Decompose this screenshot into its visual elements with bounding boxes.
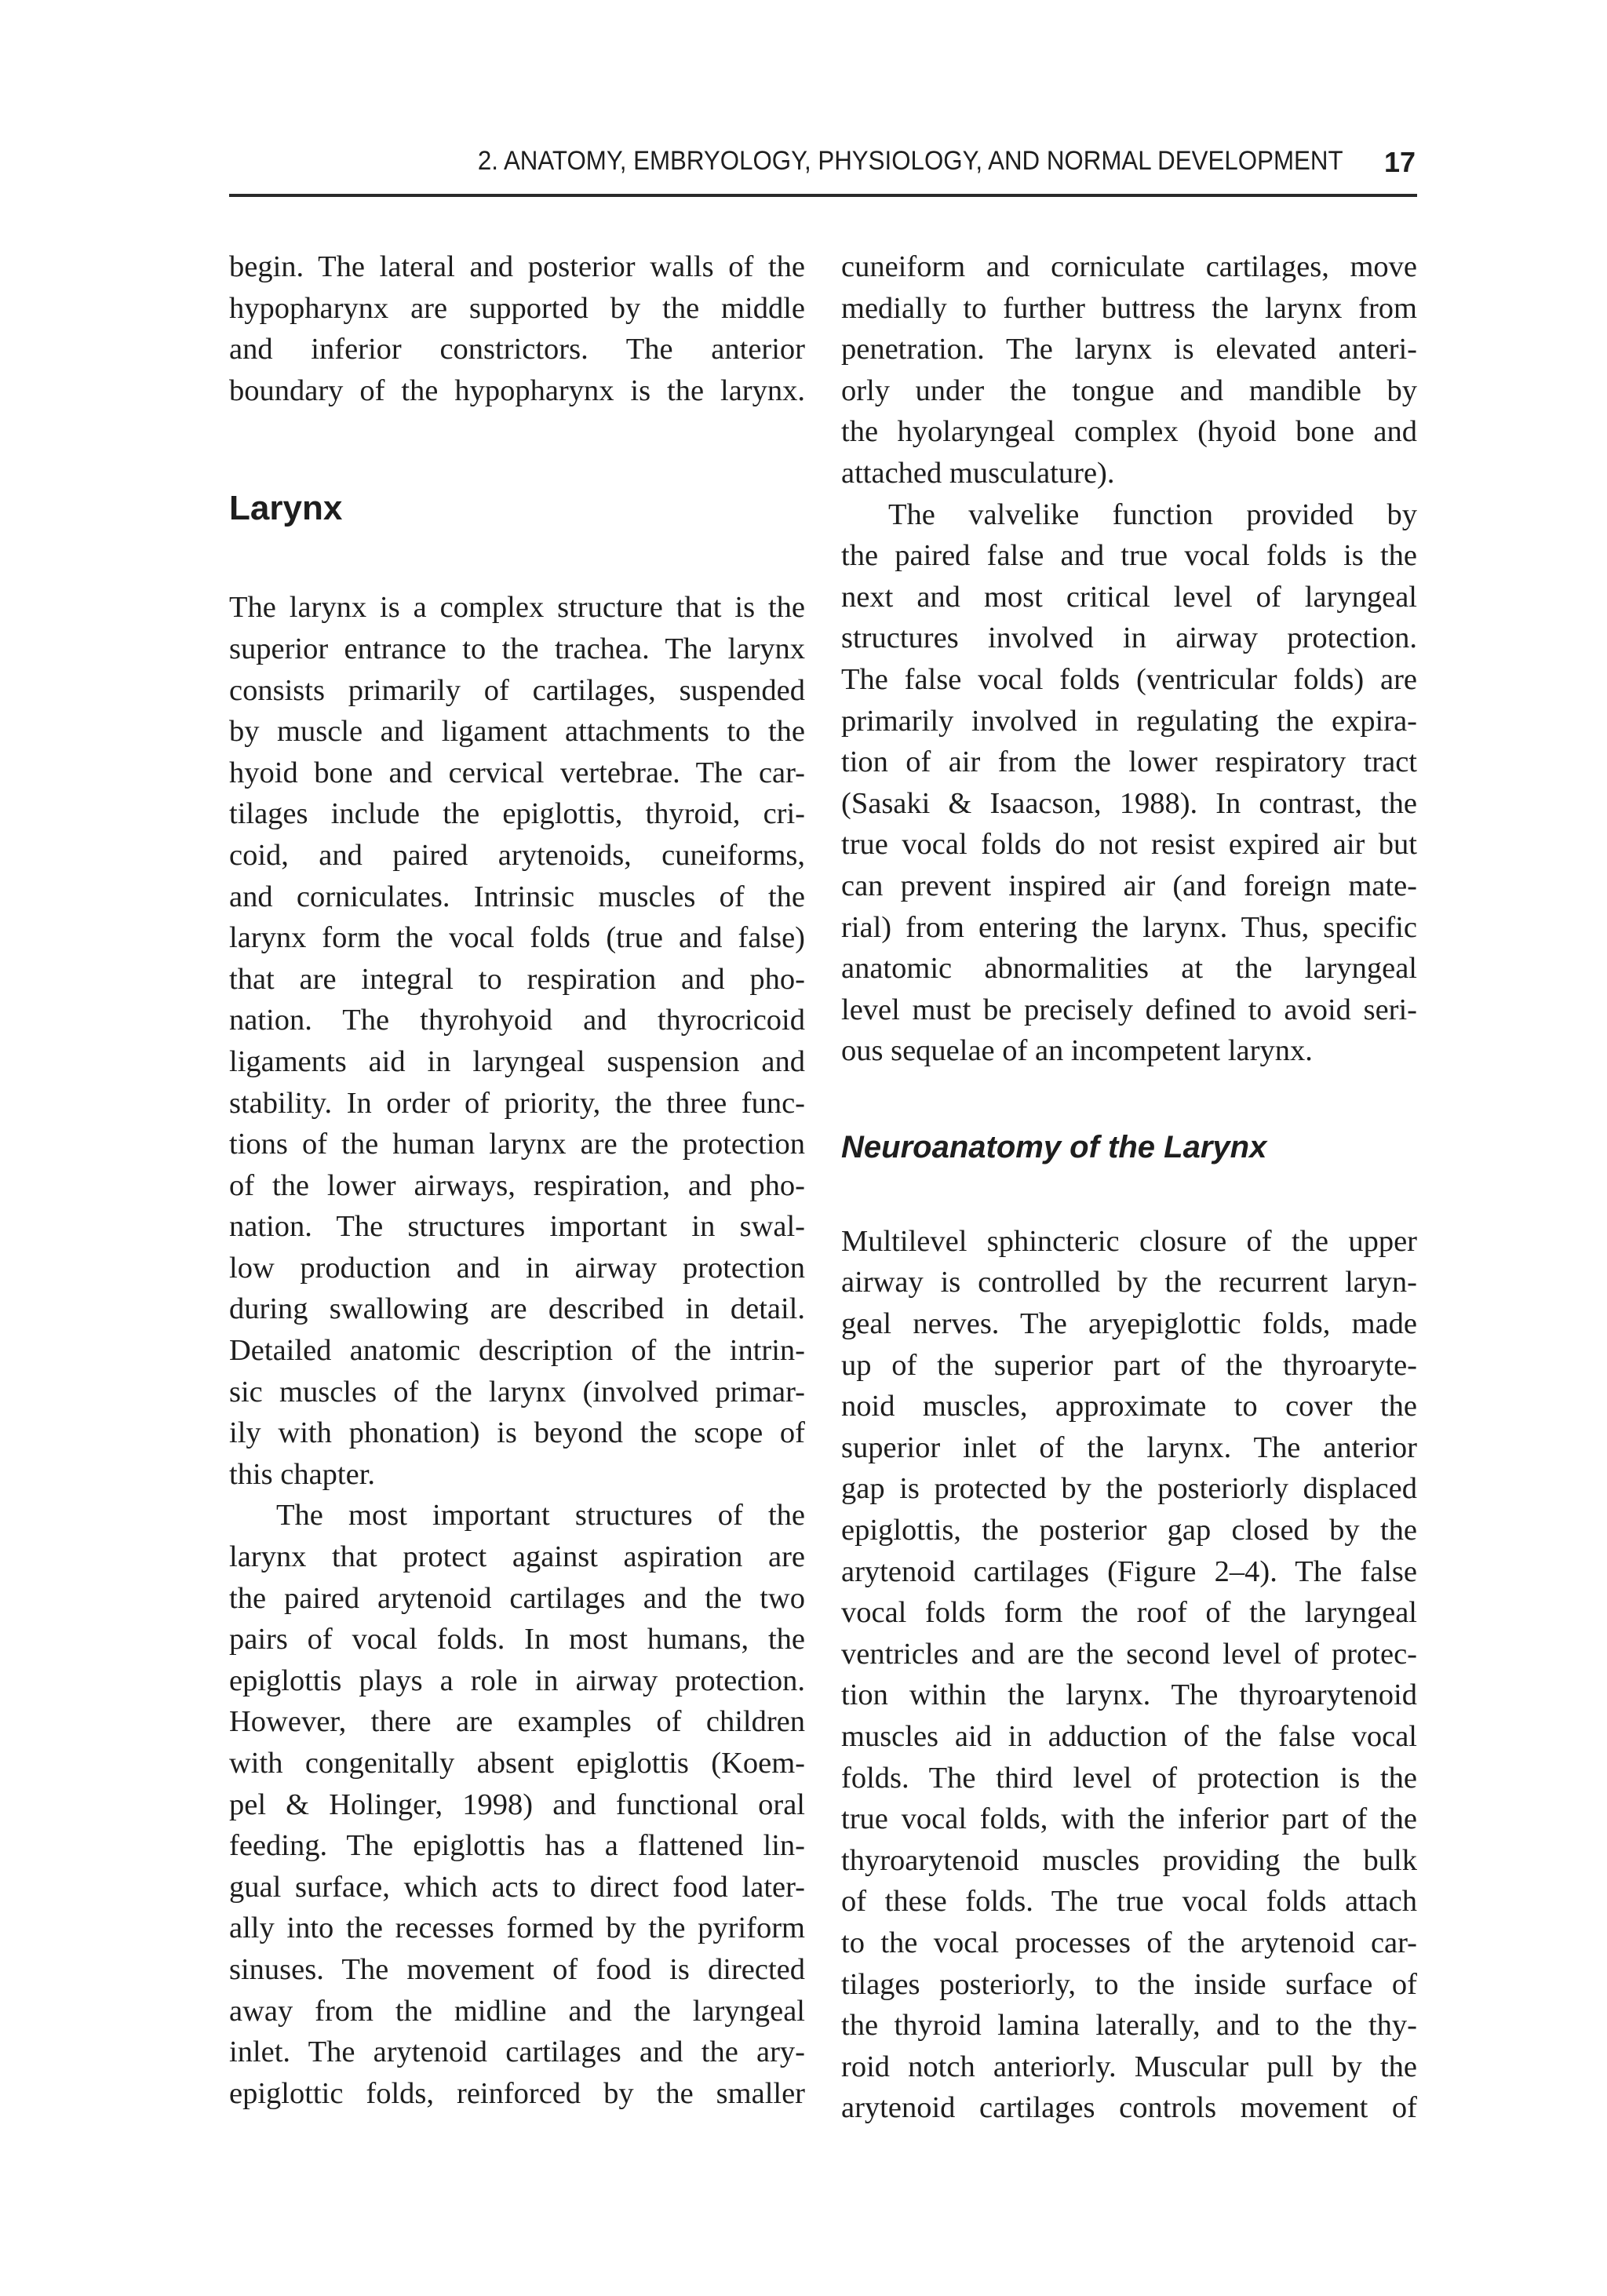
- text-line: attached musculature).: [841, 456, 1115, 490]
- text-line: sic muscles of the larynx (involved primar-: [229, 1375, 805, 1409]
- text-line: primarily involved in regulating the expira-: [841, 704, 1417, 738]
- text-line: inlet. The arytenoid cartilages and the ary-: [229, 2035, 805, 2069]
- valvelike-paragraph: [841, 494, 1417, 1072]
- text-line: structures involved in airway protection.: [841, 621, 1417, 655]
- text-line: thyroarytenoid muscles providing the bulk: [841, 1843, 1417, 1877]
- text-line: stability. In order of priority, the three func-: [229, 1086, 805, 1120]
- text-line: penetration. The larynx is elevated anteri-: [841, 333, 1417, 366]
- right-column: [841, 246, 1417, 2129]
- text-line: rial) from entering the larynx. Thus, specific: [841, 910, 1417, 944]
- text-line: muscles aid in adduction of the false vocal: [841, 1720, 1417, 1753]
- text-line: arytenoid cartilages controls movement of: [841, 2091, 1417, 2125]
- text-line: the paired arytenoid cartilages and the two: [229, 1581, 805, 1615]
- text-line: epiglottis, the posterior gap closed by the: [841, 1514, 1417, 1547]
- text-line: larynx that protect against aspiration are: [229, 1540, 805, 1574]
- text-line: pairs of vocal folds. In most humans, the: [229, 1623, 805, 1656]
- text-line: ally into the recesses formed by the pyriform: [229, 1912, 805, 1945]
- text-line: boundary of the hypopharynx is the larynx.: [229, 374, 805, 407]
- text-line: The valvelike function provided by: [888, 497, 1417, 531]
- text-line: up of the superior part of the thyroaryte-: [841, 1348, 1417, 1382]
- text-line: the thyroid lamina laterally, and to the thy-: [841, 2009, 1417, 2043]
- text-line: tilages include the epiglottis, thyroid, cri-: [229, 797, 805, 831]
- text-line: next and most critical level of laryngeal: [841, 580, 1417, 614]
- page-number: 17: [1383, 146, 1416, 178]
- running-head-title: 2. ANATOMY, EMBRYOLOGY, PHYSIOLOGY, AND NORMAL DEVELOPMENT: [478, 146, 1343, 176]
- text-line: tion within the larynx. The thyroarytenoid: [841, 1678, 1417, 1712]
- intro-paragraph: [229, 246, 805, 411]
- text-line: nation. The thyrohyoid and thyrocricoid: [229, 1004, 805, 1037]
- text-line: orly under the tongue and mandible by: [841, 374, 1417, 407]
- text-line: Detailed anatomic description of the intrin-: [229, 1334, 805, 1368]
- larynx-paragraph-2: [229, 1495, 805, 2114]
- text-line: However, there are examples of children: [229, 1705, 805, 1739]
- text-line: (Sasaki & Isaacson, 1988). In contrast, the: [841, 786, 1417, 820]
- text-line: folds. The third level of protection is the: [841, 1761, 1417, 1795]
- text-line: geal nerves. The aryepiglottic folds, made: [841, 1307, 1417, 1341]
- text-line: low production and in airway protection: [229, 1251, 805, 1285]
- text-line: away from the midline and the laryngeal: [229, 1994, 805, 2028]
- text-line: to the vocal processes of the arytenoid car-: [841, 1926, 1417, 1959]
- text-line: The larynx is a complex structure that is the: [229, 591, 805, 625]
- header-rule: [229, 194, 1417, 197]
- text-line: the hyolaryngeal complex (hyoid bone and: [841, 415, 1417, 449]
- text-line: hypopharynx are supported by the middle: [229, 291, 805, 325]
- text-line: true vocal folds do not resist expired air but: [841, 828, 1417, 862]
- text-line: true vocal folds, with the inferior part of the: [841, 1802, 1417, 1836]
- text-line: and inferior constrictors. The anterior: [229, 333, 805, 366]
- text-line: coid, and paired arytenoids, cuneiforms,: [229, 838, 805, 872]
- text-line: the paired false and true vocal folds is the: [841, 539, 1417, 573]
- text-line: consists primarily of cartilages, suspended: [229, 673, 805, 707]
- running-head: [229, 146, 1416, 193]
- text-line: hyoid bone and cervical vertebrae. The car-: [229, 756, 805, 789]
- text-line: gual surface, which acts to direct food later-: [229, 1870, 805, 1904]
- text-line: vocal folds form the roof of the laryngeal: [841, 1596, 1417, 1630]
- text-line: anatomic abnormalities at the laryngeal: [841, 952, 1417, 986]
- neuroanatomy-paragraph: [841, 1221, 1417, 2129]
- text-line: tion of air from the lower respiratory tract: [841, 745, 1417, 779]
- text-line: cuneiform and corniculate cartilages, move: [841, 250, 1417, 283]
- text-line: sinuses. The movement of food is directed: [229, 1952, 805, 1986]
- text-line: arytenoid cartilages (Figure 2–4). The false: [841, 1554, 1417, 1588]
- text-line: airway is controlled by the recurrent laryn-: [841, 1266, 1417, 1299]
- text-line: begin. The lateral and posterior walls of the: [229, 250, 805, 283]
- text-line: gap is protected by the posteriorly displaced: [841, 1472, 1417, 1506]
- text-line: feeding. The epiglottis has a flattened lin-: [229, 1829, 805, 1863]
- text-line: superior entrance to the trachea. The larynx: [229, 632, 805, 665]
- text-line: medially to further buttress the larynx from: [841, 291, 1417, 325]
- text-line: during swallowing are described in detail.: [229, 1292, 805, 1326]
- text-line: superior inlet of the larynx. The anterior: [841, 1430, 1417, 1464]
- text-line: ous sequelae of an incompetent larynx.: [841, 1034, 1313, 1068]
- text-line: ily with phonation) is beyond the scope of: [229, 1416, 805, 1450]
- text-line: larynx form the vocal folds (true and false): [229, 921, 805, 955]
- text-line: The most important structures of the: [276, 1499, 805, 1532]
- text-line: that are integral to respiration and pho-: [229, 962, 805, 996]
- text-line: Multilevel sphincteric closure of the upper: [841, 1224, 1417, 1258]
- text-line: tions of the human larynx are the protection: [229, 1128, 805, 1161]
- text-line: ventricles and are the second level of protec-: [841, 1637, 1417, 1671]
- text-line: and corniculates. Intrinsic muscles of the: [229, 880, 805, 913]
- text-line: level must be precisely defined to avoid seri-: [841, 993, 1417, 1026]
- larynx-paragraph-1: [229, 587, 805, 1495]
- text-line: epiglottic folds, reinforced by the smaller: [229, 2076, 805, 2110]
- text-line: by muscle and ligament attachments to the: [229, 715, 805, 749]
- text-line: with congenitally absent epiglottis (Koem-: [229, 1747, 805, 1780]
- text-line: epiglottis plays a role in airway protection.: [229, 1664, 805, 1697]
- text-line: this chapter.: [229, 1457, 376, 1491]
- text-line: pel & Holinger, 1998) and functional oral: [229, 1788, 805, 1821]
- text-line: can prevent inspired air (and foreign mate-: [841, 869, 1417, 902]
- text-line: of these folds. The true vocal folds attach: [841, 1885, 1417, 1919]
- section-heading-larynx: Larynx: [229, 489, 343, 528]
- text-line: ligaments aid in laryngeal suspension and: [229, 1044, 805, 1078]
- left-column: [229, 246, 805, 2114]
- text-line: of the lower airways, respiration, and pho-: [229, 1168, 805, 1202]
- text-line: noid muscles, approximate to cover the: [841, 1390, 1417, 1423]
- text-line: The false vocal folds (ventricular folds) are: [841, 662, 1417, 696]
- subsection-heading-neuroanatomy: Neuroanatomy of the Larynx: [841, 1129, 1267, 1164]
- text-line: tilages posteriorly, to the inside surface of: [841, 1967, 1417, 2001]
- text-line: nation. The structures important in swal-: [229, 1210, 805, 1244]
- continuation-paragraph: [841, 246, 1417, 494]
- text-line: roid notch anteriorly. Muscular pull by the: [841, 2050, 1417, 2083]
